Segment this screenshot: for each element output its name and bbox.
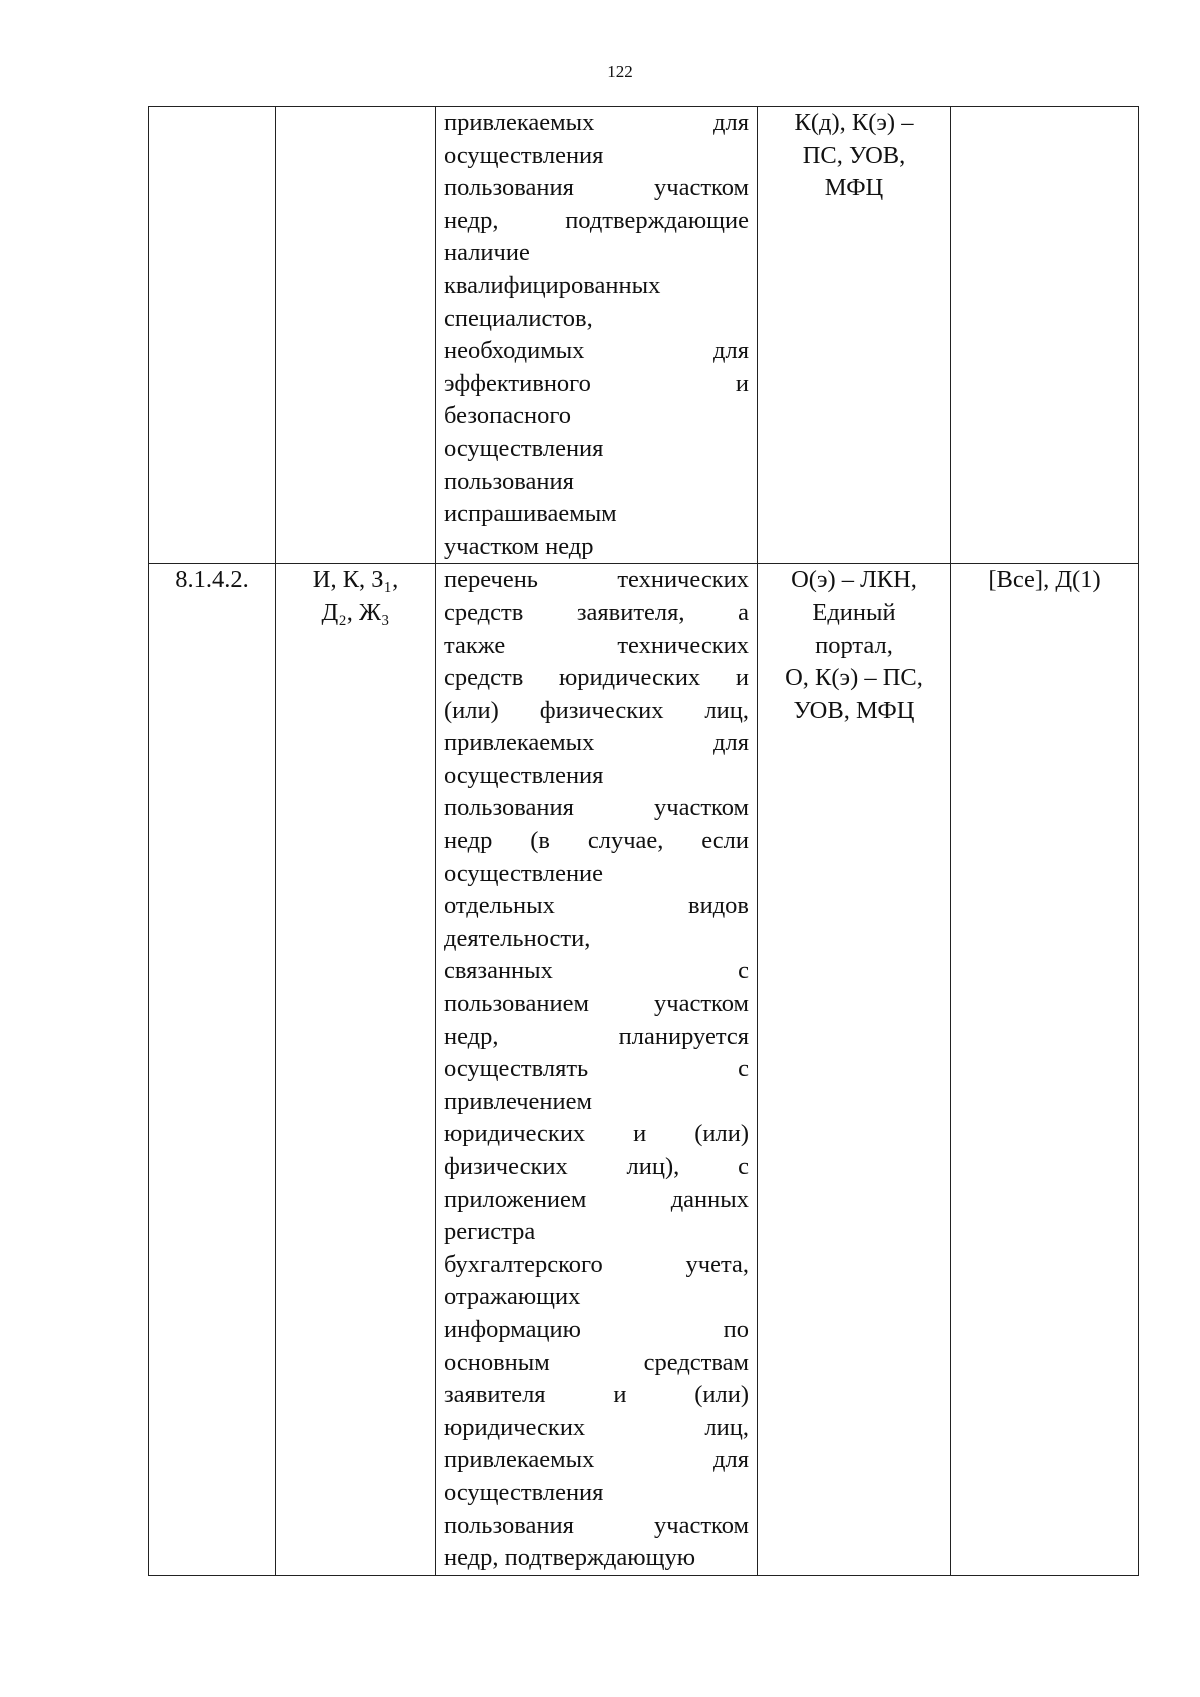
description-line: физических лиц), с: [444, 1153, 749, 1180]
channel-line: портал,: [815, 631, 893, 659]
table-body: [149, 107, 1139, 1576]
description-line: заявителя и (или): [444, 1381, 749, 1409]
description-line: недр, подтверждающие: [444, 206, 749, 234]
description-line: перечень технических: [444, 566, 749, 594]
description-line: эффективного и: [444, 369, 749, 397]
result-cell: [Все], Д(1): [951, 564, 1139, 1575]
description-line: пользования: [444, 467, 574, 495]
description-line: пользованием участком: [444, 990, 749, 1018]
table-row: [149, 564, 1139, 1575]
item-number-cell: [149, 107, 276, 564]
document-description-cell: [436, 564, 758, 1575]
submission-channel-cell: [758, 107, 951, 564]
channel-line: ПС, УОВ,: [802, 141, 906, 169]
requirements-table: [148, 106, 1139, 1576]
description-line: пользования участком: [444, 794, 749, 822]
description-line: осуществления: [444, 761, 604, 789]
description-line: пользования участком: [444, 174, 749, 202]
item-number-cell: 8.1.4.2.: [149, 564, 276, 1575]
applicant-codes-cell: [276, 564, 436, 1575]
description-line: информацию по: [444, 1315, 749, 1343]
description-line: участком недр: [444, 532, 594, 560]
description-line: испрашиваемым: [444, 500, 617, 528]
description-line: отдельных видов: [444, 892, 749, 920]
description-line: привлечением: [444, 1087, 593, 1115]
document-description-cell: [436, 107, 758, 564]
table-row: [149, 107, 1139, 564]
description-line: также технических: [444, 631, 749, 659]
description-line: приложением данных: [444, 1185, 749, 1213]
channel-line: О, К(э) – ПС,: [785, 664, 923, 692]
description-line: недр, планируется: [444, 1022, 749, 1050]
description-line: основным средствам: [444, 1348, 749, 1376]
description-line: специалистов,: [444, 304, 593, 332]
description-line: наличие: [444, 239, 530, 267]
channel-line: Единый: [812, 598, 896, 626]
applicant-codes-cell: [276, 107, 436, 564]
description-line: осуществлять с: [444, 1055, 749, 1083]
description-line: квалифицированных: [444, 271, 661, 299]
description-line: деятельности,: [444, 924, 591, 952]
description-line: осуществления: [444, 434, 604, 462]
description-line: привлекаемых для: [444, 109, 749, 136]
submission-channel-cell: [758, 564, 951, 1575]
channel-line: О(э) – ЛКН,: [791, 566, 917, 594]
description-line: (или) физических лиц,: [444, 696, 749, 724]
page-number: 122: [607, 62, 633, 81]
description-line: осуществления: [444, 1478, 604, 1506]
description-line: регистра: [444, 1218, 536, 1246]
description-line: юридических и (или): [444, 1120, 749, 1148]
description-line: средств заявителя, а: [444, 598, 749, 626]
description-line: осуществление: [444, 859, 604, 887]
description-line: необходимых для: [444, 337, 749, 365]
description-line: бухгалтерского учета,: [444, 1250, 749, 1278]
codes-line: Д₂, Ж₃: [321, 598, 390, 626]
description-line: средств юридических и: [444, 664, 749, 692]
channel-line: МФЦ: [824, 174, 884, 202]
description-line: связанных с: [444, 957, 749, 985]
description-line: безопасного: [444, 402, 572, 430]
description-line: привлекаемых для: [444, 1446, 749, 1474]
description-line: отражающих: [444, 1283, 581, 1311]
channel-line: УОВ, МФЦ: [793, 696, 915, 724]
description-line: пользования участком: [444, 1511, 749, 1539]
channel-line: К(д), К(э) –: [794, 109, 914, 136]
codes-line: И, К, З₁,: [312, 566, 399, 594]
description-line: привлекаемых для: [444, 729, 749, 757]
description-line: недр (в случае, если: [444, 827, 749, 855]
result-cell: [951, 107, 1139, 564]
description-line: юридических лиц,: [444, 1413, 749, 1441]
description-line: недр, подтверждающую: [444, 1544, 695, 1572]
description-line: осуществления: [444, 141, 604, 169]
